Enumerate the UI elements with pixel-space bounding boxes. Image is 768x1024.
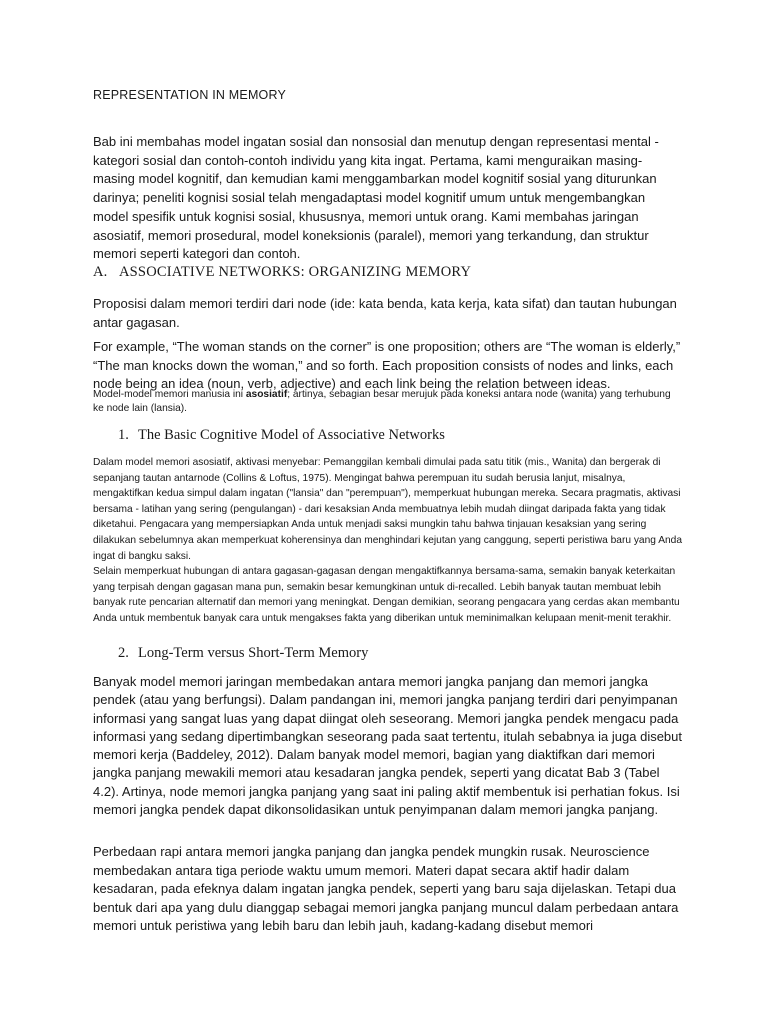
section-a-p3-text-after: ; artinya, sebagian besar merujuk pada koneksi antara node (wanita) yang terhubung ke node lain (lansia). — [93, 389, 671, 414]
section-a-p3-text-before: Model-model memori manusia ini — [93, 389, 246, 400]
section-a-paragraph-1: Proposisi dalam memori terdiri dari node (ide: kata benda, kata kerja, kata sifat) dan tautan hubungan antar gagasan. — [93, 296, 677, 330]
subsection-2-paragraph-1: Banyak model memori jaringan membedakan antara memori jangka panjang dan memori jangka pendek (atau yang berfungsi). Dalam pandangan ini, memori jangka panjang terdiri dari penyimpanan informasi yang sangat luas yang dapat diingat oleh seseorang. Memori jangka pendek mengacu pada informasi yang sedang dipertimbangkan seseorang pada saat tertentu, itulah sebabnya ia juga disebut memori kerja (Baddeley, 2012). Dalam banyak model memori, bagian yang diaktifkan dari memori jangka panjang mewakili memori atau kesadaran jangka pendek, seperti yang dicatat Bab 3 (Tabel 4.2). Artinya, node memori jangka panjang yang saat ini paling aktif membentuk isi perhatian fokus. Isi memori jangka pendek dapat dikonsolidasikan untuk penyimpanan dalam memori jangka panjang. — [93, 674, 683, 818]
section-a-p3-bold-term: asosiatif — [245, 389, 288, 400]
section-a-title: ASSOCIATIVE NETWORKS: ORGANIZING MEMORY — [119, 264, 472, 280]
subsection-1-number: 1. — [118, 427, 129, 443]
section-a-heading — [93, 264, 683, 281]
subsection-2-paragraph-2: Perbedaan rapi antara memori jangka panjang dan jangka pendek mungkin rusak. Neuroscience membedakan antara tiga periode waktu umum memori. Materi dapat secara aktif hadir dalam kesadaran, pada efeknya dalam ingatan jangka pendek, seperti yang baru saja dijelaskan. Tetapi dua bentuk dari apa yang dulu dianggap sebagai memori jangka panjang muncul dalam perbedaan antara memori untuk peristiwa yang lebih baru dan lebih jauh, kadang-kadang disebut memori — [93, 844, 679, 933]
intro-paragraph: Bab ini membahas model ingatan sosial dan nonsosial dan menutup dengan representasi mental - kategori sosial dan contoh-contoh individu yang kita ingat. Pertama, kami menguraikan masing-masing model kognitif, dan kemudian kami menggambarkan model kognitif sosial yang diturunkan darinya; peneliti kognisi sosial telah mengadaptasi model kognitif umum untuk mengembangkan model spesifik untuk kognisi sosial, khususnya, memori untuk orang. Kami membahas jaringan asosiatif, memori prosedural, model koneksionis (paralel), memori yang terkandung, dan struktur memori seperti kategori dan contoh. — [93, 134, 659, 262]
subsection-1-paragraph-1: Dalam model memori asosiatif, aktivasi menyebar: Pemanggilan kembali dimulai pada satu titik (mis., Wanita) dan bergerak di sepanjang tautan antarnode (Collins & Loftus, 1975). Mengingat bahwa perempuan itu sudah berusia lanjut, misalnya, mengaktifkan kedua simpul dalam ingatan ("lansia" dan "perempuan"), memperkuat hubungan mereka. Secara pragmatis, aktivasi bersama - latihan yang sering (pengulangan) - dari kesaksian Anda membuatnya lebih mudah diingat daripada fakta yang tidak diketahui. Pengacara yang mempersiapkan Anda untuk menjadi saksi mungkin tahu bahwa tinjauan kesaksian yang sering dilakukan sebelumnya akan memperkuat koherensinya dan menghindari kejutan yang canggung, seperti peristiwa baru yang Anda ingat di bangku saksi. — [93, 457, 682, 562]
section-a-label: A. — [93, 264, 108, 280]
document-title: REPRESENTATION IN MEMORY — [93, 88, 287, 102]
subsection-2-number: 2. — [118, 645, 129, 661]
subsection-2-title: Long-Term versus Short-Term Memory — [138, 645, 369, 661]
section-a-paragraph-3 — [93, 388, 683, 416]
section-a-paragraph-2: For example, “The woman stands on the corner” is one proposition; others are “The woman is elderly,” “The man knocks down the woman,” and so forth. Each proposition consists of nodes and links, each node being an idea (noun, verb, adjective) and each link being the relation between ideas. — [93, 339, 681, 392]
subsection-2-heading — [118, 645, 678, 662]
subsection-1-heading — [118, 427, 678, 444]
subsection-1-paragraph-2: Selain memperkuat hubungan di antara gagasan-gagasan dengan mengaktifkannya bersama-sama, semakin banyak keterkaitan yang terpisah dengan gagasan mana pun, semakin besar kemungkinan untuk di-recalled. Lebih banyak tautan membuat lebih banyak rute pencarian alternatif dan memori yang meningkat. Dengan demikian, seorang pengacara yang cerdas akan membantu Anda untuk membentuk banyak cara untuk mengakses fakta yang diberikan untuk meminimalkan kelupaan menit-menit terakhir. — [93, 566, 680, 624]
subsection-1-title: The Basic Cognitive Model of Associative Networks — [138, 427, 445, 443]
